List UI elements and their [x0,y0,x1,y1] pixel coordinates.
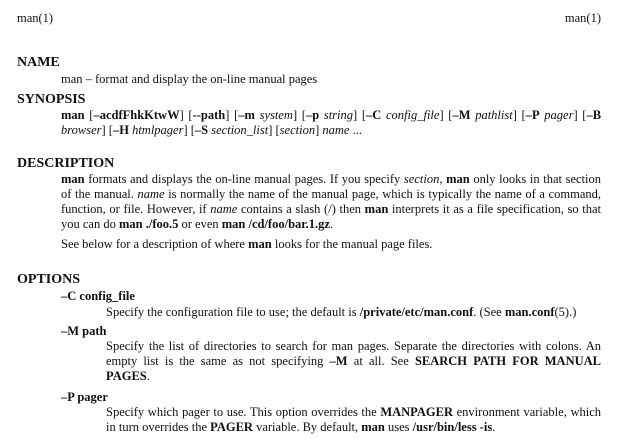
synopsis-text [61,108,601,138]
text-run: you can do [61,217,119,231]
text-run: ] [ [225,108,239,122]
text-run: Specify the list of directories to search for man pages. Separate the directories with colons. An [106,339,601,353]
bold-run: –M [329,354,348,368]
see-below-line [61,237,601,252]
page-header-left: man(1) [17,11,54,25]
text-run: ] [ [268,123,280,137]
text-run: of the manual. [61,187,138,201]
option-line [106,405,601,420]
description-line [61,187,601,202]
bold-run: /private/etc/man.conf [359,305,474,319]
option-line [106,305,601,320]
text-run: ] [ [101,123,113,137]
text-run: or even [178,217,222,231]
italic-run: pager [544,108,574,122]
bold-run: –acdfFhkKtwW [93,108,180,122]
text-run: ] [ [439,108,453,122]
bold-run: SEARCH PATH FOR MANUAL [414,354,601,368]
bold-run: –S [194,123,209,137]
section-title-name: NAME [17,55,60,70]
option-line [106,354,601,369]
description-line [61,217,601,232]
bold-run: --path [192,108,226,122]
bold-run: man [364,202,389,216]
text-run: at all. See [347,354,415,368]
description-see-below [61,237,601,252]
bold-run: man [248,237,272,251]
bold-run: man ./foo.5 [118,217,179,231]
bold-run: man [61,172,85,186]
text-run: only looks in that section [469,172,601,186]
text-run: uses [384,420,413,434]
text-run: . [492,420,496,434]
italic-run: section [403,172,440,186]
bold-run: /usr/bin/less -is [412,420,493,434]
option-line [106,339,601,354]
description-line [61,202,601,217]
description-paragraph [61,172,601,232]
text-run: is normally the name of the manual page, which is typically the name of a command, [164,187,601,201]
text-run: [ [84,108,94,122]
text-run: ] [ [512,108,526,122]
bold-run: PAGES [106,369,147,383]
text-run: ] [ [353,108,367,122]
description-line [61,172,601,187]
text-run: looks for the manual page files. [271,237,433,251]
text-run: contains a slash (/) then [237,202,365,216]
text-run: . (See [473,305,505,319]
option-flag-P: –P pager [61,390,108,404]
option-flag-M: –M path [61,324,107,338]
italic-run: name [210,202,238,216]
text-run: ] [315,123,323,137]
option-line [106,369,601,384]
option-desc-M [106,339,601,384]
bold-run: –M [452,108,471,122]
bold-run: –H [112,123,129,137]
synopsis-line [61,123,601,138]
bold-run: –B [586,108,602,122]
text-run: ... [349,123,362,137]
text-run: environment variable, which [453,405,601,419]
bold-run: –P [525,108,540,122]
bold-run: man [61,108,85,122]
bold-run: –p [305,108,320,122]
text-run: empty list is the same as not specifying [106,354,330,368]
italic-run: name [322,123,350,137]
option-line [106,420,601,435]
section-title-description: DESCRIPTION [17,156,115,171]
text-run: ] [ [292,108,306,122]
bold-run: man [446,172,470,186]
italic-run: string [323,108,354,122]
bold-run: man [361,420,385,434]
text-run: interprets it as a file specification, so that [388,202,601,216]
italic-run: pathlist [475,108,513,122]
text-run: . [146,369,150,383]
italic-run: system [259,108,293,122]
bold-run: man /cd/foo/bar.1.gz [221,217,330,231]
section-title-synopsis: SYNOPSIS [17,92,86,107]
text-run: ] [ [573,108,587,122]
bold-run: man.conf [504,305,555,319]
bold-run: MANPAGER [380,405,454,419]
bold-run: PAGER [210,420,253,434]
italic-run: browser [61,123,102,137]
italic-run: htmlpager [132,123,184,137]
synopsis-line [61,108,601,123]
name-description: man – format and display the on-line manual pages [61,72,318,86]
text-run: Specify which pager to use. This option overrides the [106,405,381,419]
text-run: ] [ [179,108,193,122]
text-run: function, or file. However, if [61,202,211,216]
text-run: ] [ [183,123,195,137]
text-run: , [439,172,447,186]
text-run: Specify the configuration file to use; the default is [106,305,360,319]
text-run: . [329,217,334,231]
text-run: formats and displays the on-line manual pages. If you specify [84,172,404,186]
italic-run: name [137,187,165,201]
page-header-right: man(1) [564,11,601,25]
bold-run: –m [238,108,255,122]
section-title-options: OPTIONS [17,272,81,287]
text-run: in turn overrides the [106,420,211,434]
text-run: See below for a description of where [61,237,249,251]
italic-run: config_file [385,108,440,122]
option-flag-C: –C config_file [61,289,135,303]
text-run: variable. By default, [252,420,362,434]
option-desc-P [106,405,601,435]
text-run: (5).) [554,305,577,319]
italic-run: section [279,123,316,137]
italic-run: section_list [211,123,269,137]
bold-run: –C [366,108,382,122]
option-desc-C [106,305,601,320]
